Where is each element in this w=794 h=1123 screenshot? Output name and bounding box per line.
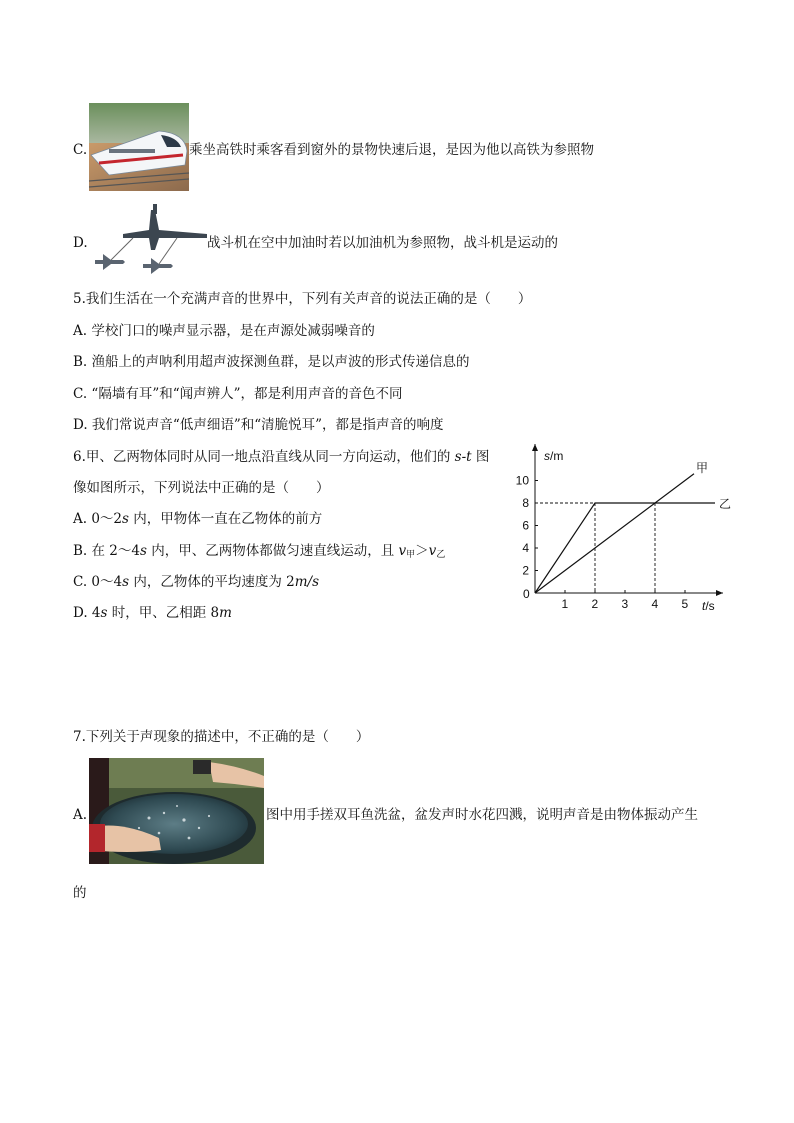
q4-option-d-letter: D. [73,235,88,251]
x-axis-label: t/s [702,599,715,613]
q6-stem-line1: 6.甲、乙两物体同时从同一地点沿直线从同一方向运动，他们的 s-t 图 [73,449,490,465]
q4-option-d-text: 战斗机在空中加油时若以加油机为参照物，战斗机是运动的 [207,235,558,251]
q5-option-c: C. “隔墙有耳”和“闻声辨人”，都是利用声音的音色不同 [73,386,403,402]
x-tick-label: 2 [591,597,599,611]
x-tick-label: 1 [561,597,569,611]
y-axis-arrow [532,444,538,451]
q6-stem-line2: 像如图所示，下列说法中正确的是（ ） [73,480,330,496]
refueling-aircraft-image [89,204,207,274]
series-line-yi [535,503,715,593]
x-tick-label: 4 [651,597,659,611]
x-tick-label: 3 [621,597,629,611]
q6-option-d: D. 4s 时，甲、乙相距 8m [73,605,232,621]
q4-option-c-letter: C. [73,142,88,158]
y-tick-label: 4 [522,541,529,555]
q6-option-a: A. 0～2s 内，甲物体一直在乙物体的前方 [73,511,323,527]
q7-stem: 7.下列关于声现象的描述中，不正确的是（ ） [73,729,370,745]
y-tick-label: 8 [522,496,529,510]
q7-option-a-letter: A. [73,807,88,823]
x-axis-arrow [716,590,723,596]
q6-option-c: C. 0～4s 内，乙物体的平均速度为 2m/s [73,574,319,590]
y-tick-label: 10 [515,473,529,488]
y-tick-label: 6 [522,518,529,533]
y-tick-label: 2 [522,563,529,578]
q5-option-a: A. 学校门口的噪声显示器，是在声源处减弱噪音的 [73,323,375,339]
series-label-jia: 甲 [696,460,709,475]
origin-label: 0 [523,587,530,601]
high-speed-train-image [89,103,189,191]
q5-stem: 5.我们生活在一个充满声音的世界中，下列有关声音的说法正确的是（ ） [73,291,532,307]
q5-option-d: D. 我们常说声音“低声细语”和“清脆悦耳”，都是指声音的响度 [73,417,444,433]
q6-option-b: B. 在 2～4s 内，甲、乙两物体都做匀速直线运动，且 $v_甲>v_乙$ [73,543,446,560]
series-label-yi: 乙 [719,497,732,511]
q7-option-a-tail: 的 [73,885,87,901]
q4-option-c-text: 乘坐高铁时乘客看到窗外的景物快速后退，是因为他以高铁为参照物 [189,142,594,158]
y-axis-label: s/m [544,449,564,463]
s-t-chart [510,440,732,620]
q7-option-a-text: 图中用手搓双耳鱼洗盆，盆发声时水花四溅，说明声音是由物体振动产生 [266,807,698,823]
series-line-jia [535,474,694,593]
fish-basin-image [89,758,264,864]
x-tick-label: 5 [681,597,689,611]
q5-option-b: B. 渔船上的声呐利用超声波探测鱼群，是以声波的形式传递信息的 [73,354,470,370]
